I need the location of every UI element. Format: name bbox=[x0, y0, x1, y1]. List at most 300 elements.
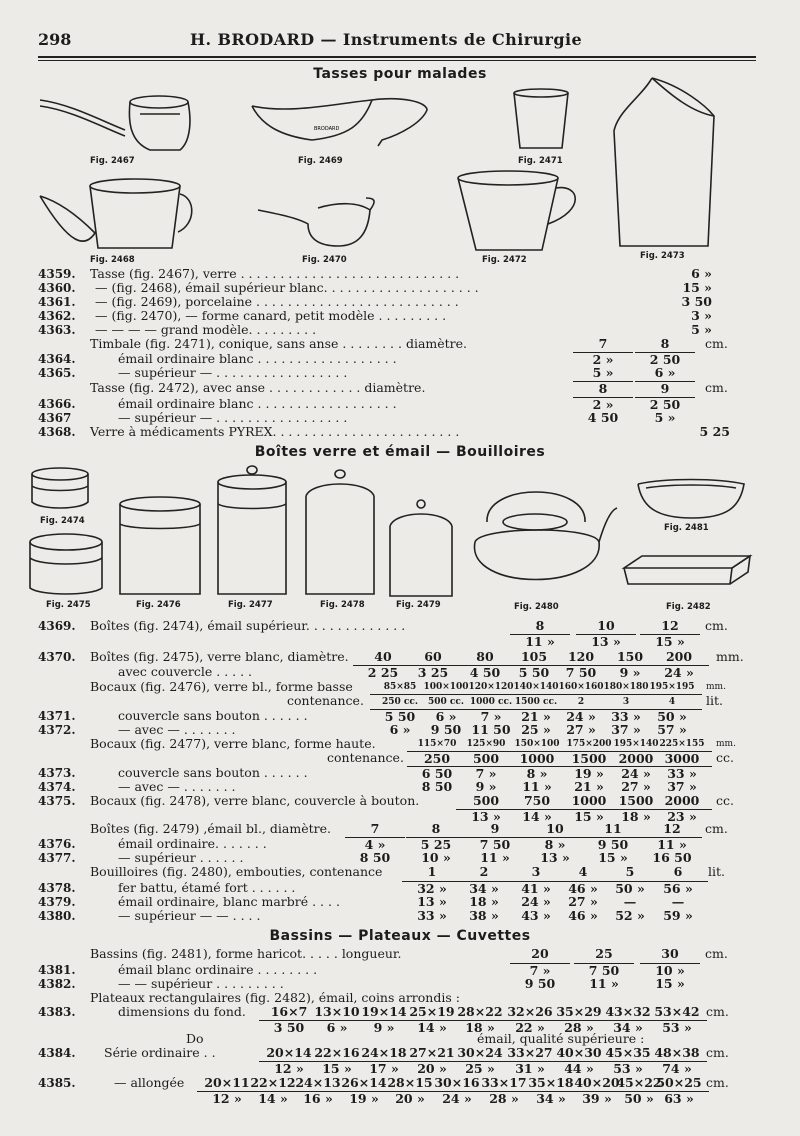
size-4370-6: 150 bbox=[616, 649, 644, 664]
dim-4385-10: 45×22 bbox=[616, 1075, 662, 1090]
price-4376-6: 11 » bbox=[642, 837, 702, 852]
fig-2482-caption: Fig. 2482 bbox=[666, 602, 711, 612]
desc-4373: couvercle sans bouton . . . . . . bbox=[118, 765, 308, 780]
ref-4361: 4361. bbox=[38, 295, 76, 309]
price-4375-3: 15 » bbox=[559, 809, 619, 824]
desc-4371: couvercle sans bouton . . . . . . bbox=[118, 708, 308, 723]
desc-4366: émail ordinaire blanc . . . . . . . . . . . . . . . . . . bbox=[118, 396, 397, 411]
price-4383-6: 22 » bbox=[500, 1020, 560, 1035]
desc-4372: — avec — . . . . . . . bbox=[118, 722, 236, 737]
fig-2475-caption: Fig. 2475 bbox=[46, 600, 91, 610]
price-4372-2: 9 50 bbox=[430, 722, 462, 737]
dim-4383-4: 25×19 bbox=[409, 1004, 455, 1019]
price-4383-8: 34 » bbox=[598, 1020, 658, 1035]
price-4371-5: 24 » bbox=[551, 709, 611, 724]
desc-4360: — (fig. 2468), émail supérieur blanc. . . . . . . . . . . . . . . . . . . . bbox=[95, 280, 479, 295]
cont-2476-3: 1000 cc. bbox=[461, 694, 521, 709]
price-4364-a: 2 » bbox=[573, 352, 633, 367]
price-4385-11: 63 » bbox=[649, 1091, 709, 1106]
price-4379-6: — bbox=[671, 894, 685, 909]
price-4377-3: 11 » bbox=[480, 850, 510, 865]
unit-bouilloire: lit. bbox=[708, 864, 725, 879]
price-4371-6: 33 » bbox=[596, 709, 656, 724]
fig-2470-caption: Fig. 2470 bbox=[302, 255, 347, 265]
price-4372-5: 27 » bbox=[566, 722, 596, 737]
header-rule-thin bbox=[38, 60, 756, 61]
desc-4370: Boîtes (fig. 2475), verre blanc, diamètre. bbox=[90, 649, 349, 664]
ref-4377: 4377. bbox=[38, 851, 76, 865]
dim-4385-11: 50×25 bbox=[656, 1075, 702, 1090]
ref-4375: 4375. bbox=[38, 794, 76, 808]
price-4382-1: 9 50 bbox=[524, 976, 556, 991]
desc-4376: émail ordinaire. . . . . . . bbox=[118, 836, 267, 851]
price-4385-1: 12 » bbox=[197, 1091, 257, 1106]
price-4383-1: 3 50 bbox=[259, 1020, 319, 1035]
fig-2477-caption: Fig. 2477 bbox=[228, 600, 273, 610]
ref-4365: 4365. bbox=[38, 366, 76, 380]
price-4375-2: 14 » bbox=[507, 809, 567, 824]
dim-2476-2: 100×100 bbox=[423, 682, 469, 692]
size-4369-2: 10 bbox=[597, 618, 615, 633]
ref-4370: 4370. bbox=[38, 650, 76, 664]
desc-haricot: Bassins (fig. 2481), forme haricot. . . . . longueur. bbox=[90, 946, 402, 961]
unit-4370: mm. bbox=[716, 649, 744, 664]
enamel-cup-with-handle-illustration bbox=[456, 170, 584, 254]
timbale-diam-1: 7 bbox=[598, 336, 608, 351]
dim-4383-1: 16×7 bbox=[270, 1004, 308, 1019]
cont-2477-6: 3000 bbox=[652, 751, 712, 766]
price-4382-3: 15 » bbox=[655, 976, 685, 991]
price-4372-1: 6 » bbox=[389, 722, 411, 737]
enamel-box-with-lid-illustration bbox=[386, 500, 456, 600]
dim-4383-2: 13×10 bbox=[314, 1004, 360, 1019]
jar-with-knob-lid-illustration bbox=[302, 470, 378, 600]
desc-4374: — avec — . . . . . . . bbox=[118, 779, 236, 794]
price-4385-6: 24 » bbox=[427, 1091, 487, 1106]
invalid-cup-glass-illustration bbox=[40, 92, 190, 157]
price-4362: 3 » bbox=[691, 308, 712, 323]
dim-2477-1: 115×70 bbox=[417, 739, 457, 749]
price-4366-b: 2 50 bbox=[635, 397, 695, 412]
size-4370-4: 105 bbox=[520, 649, 548, 664]
fig-2476-caption: Fig. 2476 bbox=[136, 600, 181, 610]
unit-2476: mm. bbox=[706, 682, 726, 692]
size-4375-3: 1000 bbox=[571, 793, 607, 808]
size-4370-1: 40 bbox=[374, 649, 392, 664]
enamel-spout-cup-illustration bbox=[40, 178, 188, 253]
price-4370-4: 5 50 bbox=[504, 665, 564, 680]
section-title-boites: Boîtes verre et émail — Bouilloires bbox=[254, 444, 546, 460]
quality-label: émail, qualité supérieure : bbox=[477, 1031, 645, 1046]
size-4375-2: 750 bbox=[523, 793, 551, 808]
size-haricot-3: 30 bbox=[661, 946, 679, 961]
price-4372-7: 57 » bbox=[657, 722, 687, 737]
fig-2469-caption: Fig. 2469 bbox=[298, 156, 343, 166]
dim-2476-1: 85×85 bbox=[383, 682, 417, 692]
cont-2477-1: 250 bbox=[407, 751, 467, 766]
desc-boites-2479: Boîtes (fig. 2479) ,émail bl., diamètre. bbox=[90, 821, 331, 836]
price-4383-2: 6 » bbox=[307, 1020, 367, 1035]
price-4378-6: 56 » bbox=[648, 881, 708, 896]
cont-unit-2477: cc. bbox=[716, 750, 734, 765]
dim-4384-9: 48×38 bbox=[654, 1045, 700, 1060]
desc-4364: émail ordinaire blanc . . . . . . . . . . . . . . . . . . bbox=[118, 351, 397, 366]
ref-4380: 4380. bbox=[38, 909, 76, 923]
pyrex-glass-illustration bbox=[612, 76, 716, 252]
low-glass-jar-illustration bbox=[118, 496, 202, 600]
price-4372-6: 37 » bbox=[611, 722, 641, 737]
price-4384-3: 17 » bbox=[354, 1061, 414, 1076]
ref-4379: 4379. bbox=[38, 895, 76, 909]
size-bouilloire-2: 2 bbox=[479, 864, 489, 879]
cont-2476-7: 4 bbox=[642, 694, 702, 709]
porcelain-invalid-cup-illustration bbox=[252, 96, 432, 151]
cont-2476-1: 250 cc. bbox=[370, 694, 430, 709]
cont-2477-2: 500 bbox=[456, 751, 516, 766]
dim-4384-5: 30×24 bbox=[457, 1045, 503, 1060]
price-4383-9: 53 » bbox=[647, 1020, 707, 1035]
size-2479-4: 10 bbox=[546, 821, 564, 836]
desc-4365: — supérieur — . . . . . . . . . . . . . . . . . bbox=[118, 365, 348, 380]
dim-4385-9: 40×20 bbox=[574, 1075, 620, 1090]
unit-4383: cm. bbox=[706, 1004, 729, 1019]
price-4384-8: 53 » bbox=[598, 1061, 658, 1076]
desc-4377: — supérieur . . . . . . bbox=[118, 850, 244, 865]
dim-2476-3: 120×120 bbox=[468, 682, 514, 692]
kettle-illustration bbox=[465, 482, 619, 596]
dim-2476-5: 160×160 bbox=[558, 682, 604, 692]
ref-4366: 4366. bbox=[38, 397, 76, 411]
size-bouilloire-1: 1 bbox=[427, 864, 437, 879]
desc-tasse-anse: Tasse (fig. 2472), avec anse . . . . . . . . . . . . diamètre. bbox=[90, 380, 426, 395]
price-4374-4: 21 » bbox=[574, 779, 604, 794]
price-4376-5: 9 50 bbox=[583, 837, 643, 852]
rectangular-tray-illustration bbox=[622, 554, 752, 588]
price-4373-6: 33 » bbox=[652, 766, 712, 781]
desc-4367: — supérieur — . . . . . . . . . . . . . . . . . bbox=[118, 410, 348, 425]
size-2479-2: 8 bbox=[431, 821, 441, 836]
unit-4384: cm. bbox=[706, 1045, 729, 1060]
price-4380-3: 43 » bbox=[521, 908, 551, 923]
dim-2477-2: 125×90 bbox=[466, 739, 506, 749]
price-4370-1: 2 25 bbox=[353, 665, 413, 680]
fig-2481-caption: Fig. 2481 bbox=[664, 523, 709, 533]
price-4379-4: 27 » bbox=[568, 894, 598, 909]
desc-4361: — (fig. 2469), porcelaine . . . . . . . . . . . . . . . . . . . . . . . . . . bbox=[95, 294, 459, 309]
price-4378-1: 32 » bbox=[402, 881, 462, 896]
price-4384-5: 25 » bbox=[450, 1061, 510, 1076]
dim-4385-5: 28×15 bbox=[387, 1075, 433, 1090]
price-4369-1: 11 » bbox=[510, 634, 570, 649]
price-4374-2: 9 » bbox=[475, 779, 497, 794]
ref-4381: 4381. bbox=[38, 963, 76, 977]
size-4375-1: 500 bbox=[472, 793, 500, 808]
unit-2479: cm. bbox=[705, 821, 728, 836]
size-bouilloire-4: 4 bbox=[578, 864, 588, 879]
price-4366-a: 2 » bbox=[573, 397, 633, 412]
brand-mark: BRODARD bbox=[314, 126, 340, 132]
running-header-title: H. BRODARD — Instruments de Chirurgie bbox=[190, 30, 583, 49]
size-2479-1: 7 bbox=[370, 821, 380, 836]
price-4377-2: 10 » bbox=[421, 850, 451, 865]
conical-beaker-illustration bbox=[512, 88, 572, 153]
dim-4383-5: 28×22 bbox=[457, 1004, 503, 1019]
price-4375-5: 23 » bbox=[652, 809, 712, 824]
price-4359: 6 » bbox=[691, 266, 712, 281]
price-4375-4: 18 » bbox=[606, 809, 666, 824]
timbale-unit: cm. bbox=[705, 336, 728, 351]
dim-4384-6: 33×27 bbox=[507, 1045, 553, 1060]
price-4374-5: 27 » bbox=[621, 779, 651, 794]
price-4365-a: 5 » bbox=[592, 365, 614, 380]
cont-2477-5: 2000 bbox=[606, 751, 666, 766]
glass-box-illustration bbox=[28, 532, 106, 598]
desc-4370-sub: avec couvercle . . . . . bbox=[118, 664, 253, 679]
price-4377-4: 13 » bbox=[540, 850, 570, 865]
price-4374-6: 37 » bbox=[667, 779, 697, 794]
dim-2477-4: 175×200 bbox=[566, 739, 612, 749]
ref-4376: 4376. bbox=[38, 837, 76, 851]
dim-2476-7: 195×195 bbox=[649, 682, 695, 692]
price-4384-4: 20 » bbox=[402, 1061, 462, 1076]
desc-4368: Verre à médicaments PYREX. . . . . . . . . . . . . . . . . . . . . . . . bbox=[90, 424, 460, 439]
size-bouilloire-3: 3 bbox=[531, 864, 541, 879]
price-4383-4: 14 » bbox=[402, 1020, 462, 1035]
price-4383-5: 18 » bbox=[450, 1020, 510, 1035]
price-4364-b: 2 50 bbox=[635, 352, 695, 367]
price-4377-5: 15 » bbox=[598, 850, 628, 865]
desc-bocaux-2476: Bocaux (fig. 2476), verre bl., forme basse bbox=[90, 679, 353, 694]
price-4377-6: 16 50 bbox=[652, 850, 692, 865]
ref-4373: 4373. bbox=[38, 766, 76, 780]
cont-2476-5: 2 bbox=[551, 694, 611, 709]
price-4385-3: 16 » bbox=[288, 1091, 348, 1106]
ref-4383: 4383. bbox=[38, 1005, 76, 1019]
dim-2476-4: 140×140 bbox=[513, 682, 559, 692]
page-number: 298 bbox=[38, 30, 72, 49]
desc-bouilloires: Bouilloires (fig. 2480), embouties, contenance bbox=[90, 864, 383, 879]
size-bouilloire-6: 6 bbox=[673, 864, 683, 879]
price-4373-2: 7 » bbox=[456, 766, 516, 781]
desc-4378: fer battu, étamé fort . . . . . . bbox=[118, 880, 296, 895]
fig-2478-caption: Fig. 2478 bbox=[320, 600, 365, 610]
price-4369-2: 13 » bbox=[576, 634, 636, 649]
ref-4362: 4362. bbox=[38, 309, 76, 323]
price-4380-1: 33 » bbox=[417, 908, 447, 923]
unit-4385: cm. bbox=[706, 1075, 729, 1090]
ref-4371: 4371. bbox=[38, 709, 76, 723]
desc-4384: Série ordinaire . . bbox=[104, 1045, 216, 1060]
price-4384-6: 31 » bbox=[500, 1061, 560, 1076]
size-4369-1: 8 bbox=[535, 618, 545, 633]
price-4381-3: 10 » bbox=[640, 963, 700, 978]
price-4373-5: 24 » bbox=[606, 766, 666, 781]
price-4384-9: 74 » bbox=[647, 1061, 707, 1076]
size-2479-6: 12 bbox=[663, 821, 681, 836]
price-4372-4: 25 » bbox=[521, 722, 551, 737]
dim-4383-8: 43×32 bbox=[605, 1004, 651, 1019]
dim-4383-3: 19×14 bbox=[361, 1004, 407, 1019]
price-4380-4: 46 » bbox=[568, 908, 598, 923]
price-4373-3: 8 » bbox=[507, 766, 567, 781]
unit-haricot: cm. bbox=[705, 946, 728, 961]
price-4376-4: 8 » bbox=[525, 837, 585, 852]
price-4383-7: 28 » bbox=[549, 1020, 609, 1035]
cont-2476-2: 500 cc. bbox=[416, 694, 476, 709]
contenance-label-2476: contenance. bbox=[287, 693, 364, 708]
price-4377-1: 8 50 bbox=[359, 850, 391, 865]
cont-unit-2476: lit. bbox=[706, 693, 723, 708]
desc-4359: Tasse (fig. 2467), verre . . . . . . . . . . . . . . . . . . . . . . . . . . . . bbox=[90, 266, 460, 281]
size-4370-7: 200 bbox=[665, 649, 693, 664]
desc-4382: — — supérieur . . . . . . . . . bbox=[118, 976, 284, 991]
tall-glass-jar-illustration bbox=[215, 466, 289, 600]
price-4379-2: 18 » bbox=[469, 894, 499, 909]
price-4361: 3 50 bbox=[681, 294, 712, 309]
section-title-bassins: Bassins — Plateaux — Cuvettes bbox=[269, 928, 531, 944]
dim-2477-5: 195×140 bbox=[613, 739, 659, 749]
price-4374-1: 8 50 bbox=[421, 779, 453, 794]
duck-feeding-cup-illustration bbox=[258, 196, 376, 251]
ref-4372: 4372. bbox=[38, 723, 76, 737]
unit-4375: cc. bbox=[716, 793, 734, 808]
unit-4369: cm. bbox=[705, 618, 728, 633]
ref-4364: 4364. bbox=[38, 352, 76, 366]
price-4370-5: 7 50 bbox=[551, 665, 611, 680]
price-4367-a: 4 50 bbox=[587, 410, 619, 425]
price-4370-7: 24 » bbox=[649, 665, 709, 680]
price-4367-b: 5 » bbox=[654, 410, 676, 425]
header-rule bbox=[38, 56, 756, 58]
desc-4380: — supérieur — — . . . . bbox=[118, 908, 261, 923]
desc-4362: — (fig. 2470), — forme canard, petit modèle . . . . . . . . . bbox=[95, 308, 447, 323]
dim-2477-3: 150×100 bbox=[514, 739, 560, 749]
cont-2477-3: 1000 bbox=[507, 751, 567, 766]
dim-4383-6: 32×26 bbox=[507, 1004, 553, 1019]
price-4378-3: 41 » bbox=[506, 881, 566, 896]
dim-4384-2: 22×16 bbox=[314, 1045, 360, 1060]
price-4371-1: 5 50 bbox=[370, 709, 430, 724]
size-4370-5: 120 bbox=[567, 649, 595, 664]
price-4371-7: 50 » bbox=[642, 709, 702, 724]
tasse-anse-diam-1: 8 bbox=[573, 381, 633, 396]
section-title-tasses: Tasses pour malades bbox=[313, 66, 487, 82]
ref-4363: 4363. bbox=[38, 323, 76, 337]
price-4385-2: 14 » bbox=[243, 1091, 303, 1106]
desc-timbale: Timbale (fig. 2471), conique, sans anse . . . . . . . . diamètre. bbox=[90, 336, 468, 351]
price-4360: 15 » bbox=[682, 280, 712, 295]
fig-2471-caption: Fig. 2471 bbox=[518, 156, 563, 166]
dim-4385-1: 20×11 bbox=[204, 1075, 250, 1090]
ref-4385: 4385. bbox=[38, 1076, 76, 1090]
dim-4385-2: 22×12 bbox=[250, 1075, 296, 1090]
price-4378-4: 46 » bbox=[553, 881, 613, 896]
price-4369-3: 15 » bbox=[640, 634, 700, 649]
desc-plateaux: Plateaux rectangulaires (fig. 2482), émail, coins arrondis : bbox=[90, 990, 460, 1005]
ref-4359: 4359. bbox=[38, 267, 76, 281]
size-4375-4: 1500 bbox=[618, 793, 654, 808]
dim-4384-4: 27×21 bbox=[409, 1045, 455, 1060]
ref-4369: 4369. bbox=[38, 619, 76, 633]
fig-2474-caption: Fig. 2474 bbox=[40, 516, 85, 526]
dim-4383-9: 53×42 bbox=[654, 1004, 700, 1019]
size-4375-5: 2000 bbox=[664, 793, 700, 808]
cont-2476-4: 1500 cc. bbox=[506, 694, 566, 709]
dim-2477-6: 225×155 bbox=[659, 739, 705, 749]
fig-2468-caption: Fig. 2468 bbox=[90, 255, 135, 265]
price-4378-5: 50 » bbox=[600, 881, 660, 896]
price-4376-3: 7 50 bbox=[465, 837, 525, 852]
desc-4375: Bocaux (fig. 2478), verre blanc, couvercle à bouton. bbox=[90, 793, 420, 808]
dim-4385-3: 24×13 bbox=[295, 1075, 341, 1090]
size-2479-3: 9 bbox=[490, 821, 500, 836]
desc-bocaux-2477: Bocaux (fig. 2477), verre blanc, forme haute. bbox=[90, 736, 376, 751]
small-enamel-box-illustration bbox=[30, 466, 94, 514]
price-4370-3: 4 50 bbox=[455, 665, 515, 680]
size-haricot-2: 25 bbox=[595, 946, 613, 961]
price-4383-3: 9 » bbox=[354, 1020, 414, 1035]
price-4370-6: 9 » bbox=[600, 665, 660, 680]
price-4378-2: 34 » bbox=[454, 881, 514, 896]
dim-4384-3: 24×18 bbox=[361, 1045, 407, 1060]
price-4381-2: 7 50 bbox=[574, 963, 634, 978]
cont-2476-6: 3 bbox=[596, 694, 656, 709]
desc-4363: — — — — grand modèle. . . . . . . . . bbox=[95, 322, 317, 337]
timbale-diam-2: 8 bbox=[660, 336, 670, 351]
price-4365-b: 6 » bbox=[654, 365, 676, 380]
price-4374-3: 11 » bbox=[522, 779, 552, 794]
price-4373-4: 19 » bbox=[559, 766, 619, 781]
dim-4385-8: 35×18 bbox=[528, 1075, 574, 1090]
desc-4381: émail blanc ordinaire . . . . . . . . bbox=[118, 962, 318, 977]
price-4379-3: 24 » bbox=[521, 894, 551, 909]
dim-4383-7: 35×29 bbox=[556, 1004, 602, 1019]
ref-4374: 4374. bbox=[38, 780, 76, 794]
price-4370-2: 3 25 bbox=[403, 665, 463, 680]
ref-4360: 4360. bbox=[38, 281, 76, 295]
price-4382-2: 11 » bbox=[589, 976, 619, 991]
desc-4385: — allongée bbox=[114, 1075, 185, 1090]
price-4368: 5 25 bbox=[699, 424, 730, 439]
dim-4385-7: 33×17 bbox=[481, 1075, 527, 1090]
tasse-anse-unit: cm. bbox=[705, 380, 728, 395]
price-4385-7: 28 » bbox=[474, 1091, 534, 1106]
unit-2477: mm. bbox=[716, 739, 736, 749]
price-4372-3: 11 50 bbox=[471, 722, 511, 737]
price-4379-1: 13 » bbox=[417, 894, 447, 909]
cont-2477-4: 1500 bbox=[559, 751, 619, 766]
price-4380-2: 38 » bbox=[469, 908, 499, 923]
price-4385-8: 34 » bbox=[521, 1091, 581, 1106]
kidney-basin-illustration bbox=[636, 478, 746, 522]
contenance-label-2477: contenance. bbox=[327, 750, 404, 765]
price-4380-6: 59 » bbox=[663, 908, 693, 923]
price-4385-9: 39 » bbox=[567, 1091, 627, 1106]
price-4380-5: 52 » bbox=[615, 908, 645, 923]
dim-4385-6: 30×16 bbox=[434, 1075, 480, 1090]
price-4376-1: 4 » bbox=[345, 837, 405, 852]
ref-4384: 4384. bbox=[38, 1046, 76, 1060]
fig-2480-caption: Fig. 2480 bbox=[514, 602, 559, 612]
ref-4382: 4382. bbox=[38, 977, 76, 991]
desc-4383: dimensions du fond. bbox=[118, 1004, 246, 1019]
size-4370-2: 60 bbox=[424, 649, 442, 664]
desc-4379: émail ordinaire, blanc marbré . . . . bbox=[118, 894, 340, 909]
price-4385-10: 50 » bbox=[609, 1091, 669, 1106]
tasse-anse-diam-2: 9 bbox=[635, 381, 695, 396]
dim-4384-8: 45×35 bbox=[605, 1045, 651, 1060]
fig-2473-caption: Fig. 2473 bbox=[640, 251, 685, 261]
